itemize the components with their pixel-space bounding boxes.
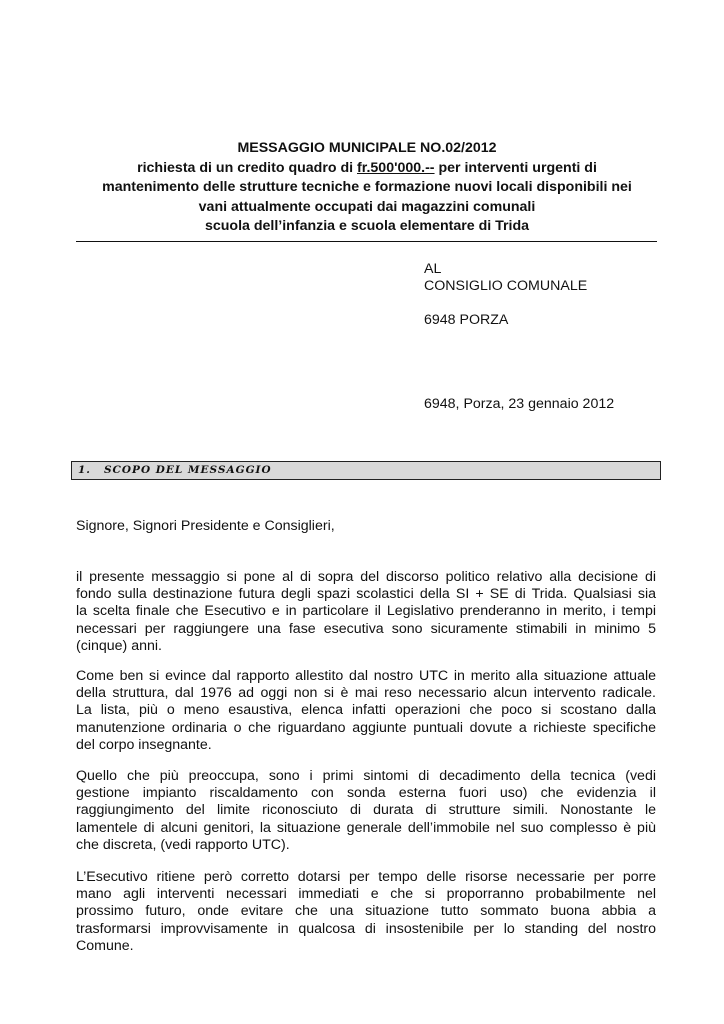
paragraph-line: Come ben si evince dal rapporto allestito dal nostro UTC in merito alla situazione attuale (76, 668, 656, 684)
paragraph-line: L’Esecutivo ritiene però corretto dotarsi per tempo delle risorse necessarie per porre (76, 869, 656, 885)
title-line-1: MESSAGGIO MUNICIPALE NO.02/2012 (237, 140, 497, 156)
paragraph-line: fondo sulla destinazione futura degli spazi scolastici della SI + SE di Trida. Qualsiasi sia (76, 586, 656, 603)
credit-amount: fr.500'000.-- (357, 159, 435, 176)
paragraph-line: La lista, più o meno esaustiva, elenca infatti operazioni che poco si scostano dalla (76, 702, 656, 719)
title-divider (76, 241, 657, 242)
paragraph-line: della struttura, dal 1976 ad oggi non si è mai reso necessario alcun intervento radicale. (76, 685, 656, 702)
section-header (71, 461, 661, 480)
paragraph-3 (76, 768, 656, 854)
paragraph-line: del corpo insegnante. (76, 736, 212, 753)
paragraph-line: necessari per raggiungere una fase esecutiva sono sicuramente stimabili in minimo 5 (76, 620, 656, 637)
section-number: 1. (78, 464, 91, 476)
paragraph-line: il presente messaggio si pone al di sopra del discorso politico relativo alla decisione di (76, 569, 656, 585)
paragraph-line: prossimo futuro, onde evitare che una situazione tutto sommato buona abbia a (76, 903, 656, 920)
paragraph-1 (76, 569, 656, 655)
title-line-4: vani attualmente occupati dai magazzini comunali (198, 198, 536, 215)
paragraph-4 (76, 869, 656, 955)
paragraph-line: (cinque) anni. (76, 637, 162, 654)
document-title (76, 139, 658, 237)
recipient-line-2: CONSIGLIO COMUNALE (424, 278, 588, 294)
paragraph-line: trasformarsi improvvisamente in qualcosa di insostenibile per lo standing del nostro (76, 920, 656, 937)
paragraph-line: mano agli interventi necessari immediati e che si proporranno probabilmente nel (76, 886, 656, 903)
title-line-2-pre: richiesta di un credito quadro di (137, 159, 358, 176)
paragraph-2 (76, 668, 656, 754)
recipient-line-3: 6948 PORZA (424, 312, 509, 328)
salutation: Signore, Signori Presidente e Consiglieri, (76, 518, 335, 534)
paragraph-line: la scelta finale che Esecutivo e in particolare il Legislativo prenderanno in merito, i tempi (76, 603, 656, 620)
title-line-2-post: per interventi urgenti di (434, 159, 597, 176)
paragraph-line: gestione impianto riscaldamento con sonda esterna fuori uso) che evidenzia il (76, 785, 656, 802)
paragraph-line: raggiungimento del limite riconosciuto di durata di strutture simili. Nonostante le (76, 802, 656, 819)
title-line-3: mantenimento delle strutture tecniche e formazione nuovi locali disponibili nei (102, 179, 632, 195)
paragraph-line: Comune. (76, 937, 134, 954)
paragraph-line: lamentele di alcuni genitori, la situazione generale dell’immobile nel suo complesso è più (76, 819, 656, 836)
paragraph-line: manutenzione ordinaria o che riguardano aggiunte puntuali dovute a richieste specifiche (76, 719, 656, 736)
section-title: SCOPO DEL MESSAGGIO (103, 464, 272, 476)
paragraph-line: che discreta, (vedi rapporto UTC). (76, 836, 290, 853)
paragraph-line: Quello che più preoccupa, sono i primi sintomi di decadimento della tecnica (vedi (76, 768, 656, 784)
recipient-address (424, 261, 704, 329)
title-line-5: scuola dell’infanzia e scuola elementare di Trida (204, 218, 530, 234)
document-date: 6948, Porza, 23 gennaio 2012 (424, 396, 615, 412)
title-line-2 (76, 159, 658, 179)
recipient-line-1: AL (424, 261, 442, 277)
